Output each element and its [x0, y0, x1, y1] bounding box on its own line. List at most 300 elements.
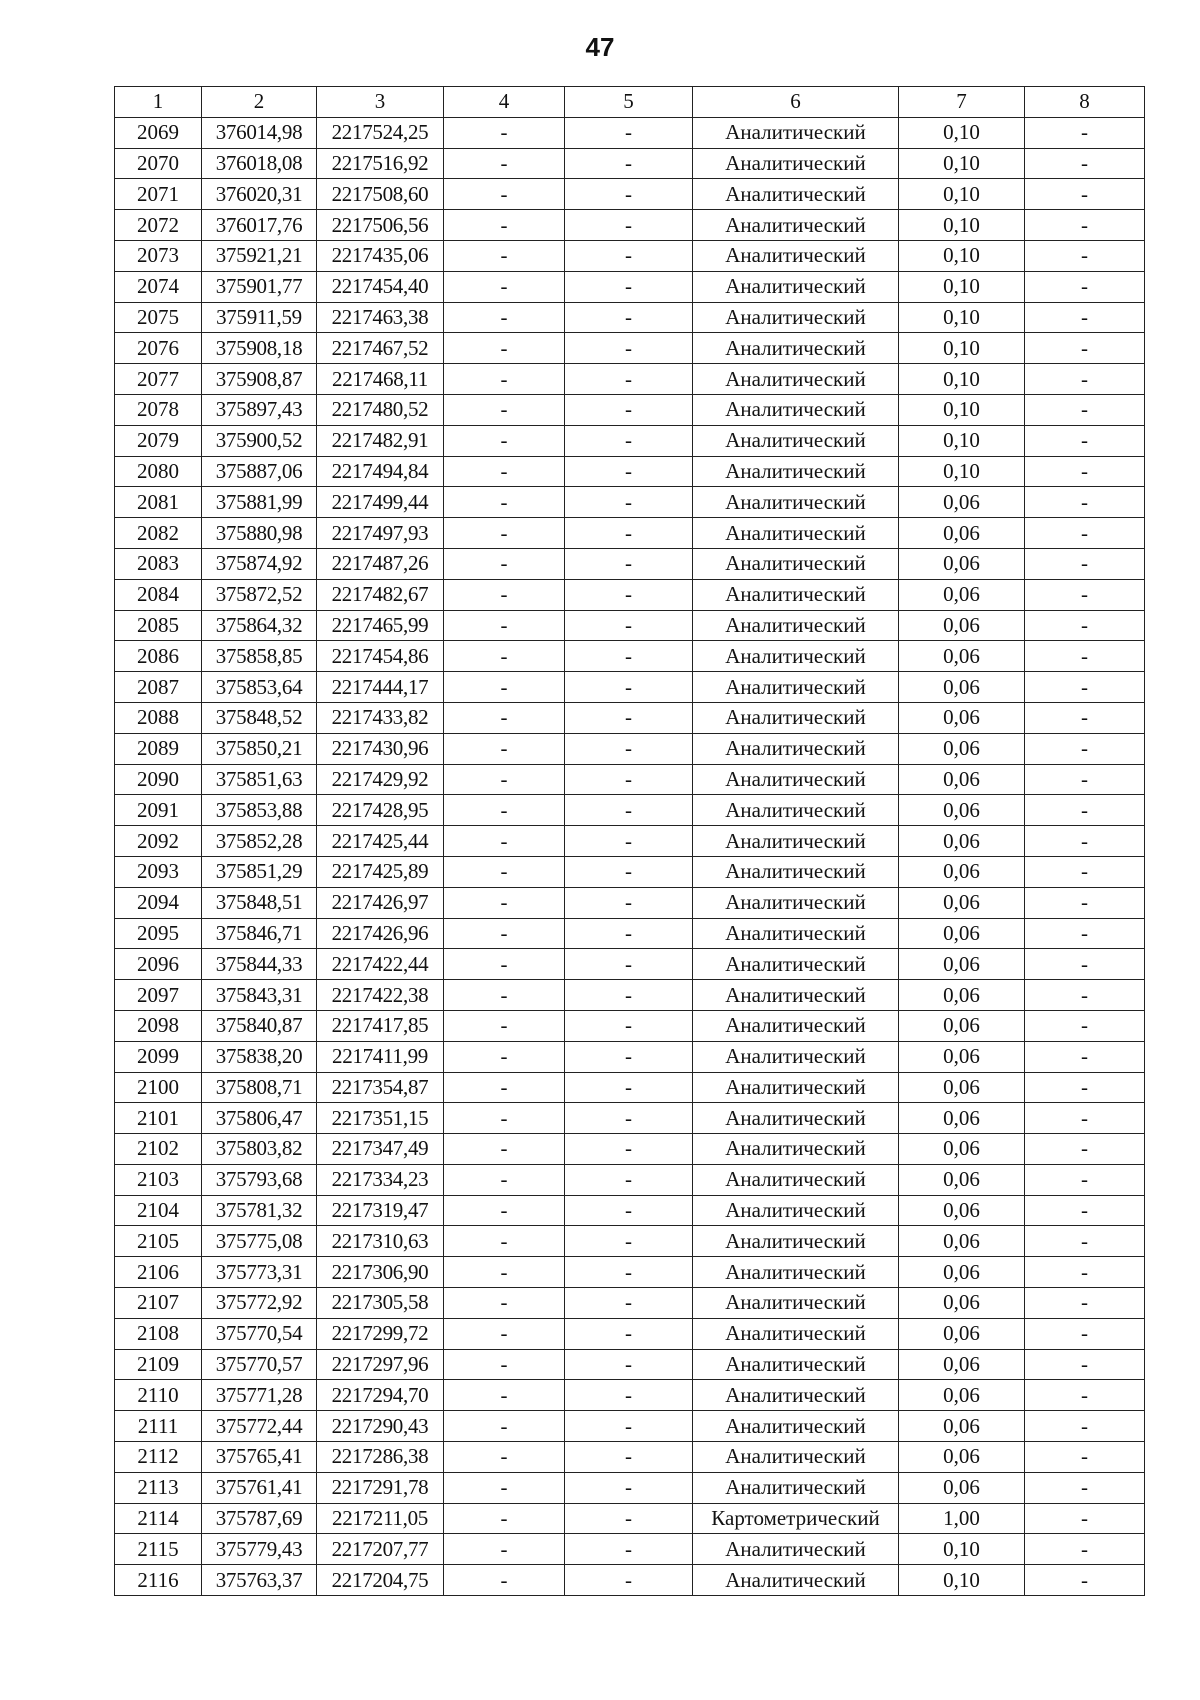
cell-col-5: - [565, 1226, 693, 1257]
cell-method: Аналитический [693, 672, 899, 703]
cell-accuracy: 0,06 [899, 949, 1025, 980]
cell-y-coordinate: 2217294,70 [317, 1380, 444, 1411]
table-row [115, 1072, 1145, 1103]
cell-col-5: - [565, 425, 693, 456]
cell-accuracy: 0,06 [899, 887, 1025, 918]
cell-accuracy: 0,06 [899, 1442, 1025, 1473]
cell-y-coordinate: 2217508,60 [317, 179, 444, 210]
cell-y-coordinate: 2217411,99 [317, 1041, 444, 1072]
cell-accuracy: 0,10 [899, 456, 1025, 487]
column-header-5: 5 [565, 87, 693, 118]
table-row [115, 1349, 1145, 1380]
cell-y-coordinate: 2217454,86 [317, 641, 444, 672]
cell-method: Аналитический [693, 148, 899, 179]
cell-col-4: - [444, 179, 565, 210]
cell-method: Аналитический [693, 949, 899, 980]
cell-point-number: 2075 [115, 302, 202, 333]
cell-method: Аналитический [693, 1010, 899, 1041]
cell-col-5: - [565, 1534, 693, 1565]
cell-accuracy: 0,10 [899, 394, 1025, 425]
cell-col-4: - [444, 1010, 565, 1041]
cell-x-coordinate: 375846,71 [202, 918, 317, 949]
cell-y-coordinate: 2217425,89 [317, 856, 444, 887]
cell-accuracy: 0,06 [899, 826, 1025, 857]
cell-x-coordinate: 375851,63 [202, 764, 317, 795]
cell-col-5: - [565, 394, 693, 425]
cell-col-8: - [1025, 1503, 1145, 1534]
cell-y-coordinate: 2217426,96 [317, 918, 444, 949]
cell-x-coordinate: 375844,33 [202, 949, 317, 980]
cell-y-coordinate: 2217429,92 [317, 764, 444, 795]
cell-method: Аналитический [693, 1318, 899, 1349]
cell-accuracy: 0,06 [899, 518, 1025, 549]
cell-col-5: - [565, 1349, 693, 1380]
table-row [115, 148, 1145, 179]
cell-col-4: - [444, 795, 565, 826]
cell-accuracy: 0,10 [899, 302, 1025, 333]
cell-y-coordinate: 2217297,96 [317, 1349, 444, 1380]
table-row [115, 394, 1145, 425]
cell-col-4: - [444, 1288, 565, 1319]
cell-col-5: - [565, 456, 693, 487]
cell-col-8: - [1025, 1349, 1145, 1380]
cell-accuracy: 0,06 [899, 764, 1025, 795]
cell-point-number: 2096 [115, 949, 202, 980]
cell-accuracy: 0,06 [899, 487, 1025, 518]
cell-method: Аналитический [693, 1349, 899, 1380]
cell-col-5: - [565, 1503, 693, 1534]
cell-accuracy: 0,06 [899, 610, 1025, 641]
cell-x-coordinate: 375921,21 [202, 240, 317, 271]
cell-point-number: 2086 [115, 641, 202, 672]
cell-accuracy: 0,10 [899, 364, 1025, 395]
cell-accuracy: 1,00 [899, 1503, 1025, 1534]
cell-point-number: 2082 [115, 518, 202, 549]
cell-method: Аналитический [693, 456, 899, 487]
cell-method: Аналитический [693, 764, 899, 795]
table-row [115, 1503, 1145, 1534]
cell-point-number: 2104 [115, 1195, 202, 1226]
table-row [115, 1411, 1145, 1442]
cell-accuracy: 0,10 [899, 179, 1025, 210]
cell-col-4: - [444, 1411, 565, 1442]
table-row [115, 949, 1145, 980]
cell-point-number: 2100 [115, 1072, 202, 1103]
cell-x-coordinate: 375848,51 [202, 887, 317, 918]
cell-y-coordinate: 2217454,40 [317, 271, 444, 302]
cell-y-coordinate: 2217319,47 [317, 1195, 444, 1226]
cell-col-5: - [565, 1565, 693, 1596]
cell-x-coordinate: 375864,32 [202, 610, 317, 641]
cell-col-4: - [444, 425, 565, 456]
cell-accuracy: 0,10 [899, 271, 1025, 302]
cell-accuracy: 0,06 [899, 1195, 1025, 1226]
cell-point-number: 2090 [115, 764, 202, 795]
cell-col-5: - [565, 672, 693, 703]
cell-col-4: - [444, 1318, 565, 1349]
cell-method: Аналитический [693, 702, 899, 733]
cell-col-5: - [565, 1164, 693, 1195]
cell-col-4: - [444, 456, 565, 487]
cell-accuracy: 0,10 [899, 210, 1025, 241]
cell-method: Аналитический [693, 1257, 899, 1288]
cell-x-coordinate: 375779,43 [202, 1534, 317, 1565]
cell-col-5: - [565, 210, 693, 241]
cell-col-4: - [444, 764, 565, 795]
cell-method: Аналитический [693, 980, 899, 1011]
table-row [115, 1288, 1145, 1319]
cell-x-coordinate: 375781,32 [202, 1195, 317, 1226]
cell-y-coordinate: 2217467,52 [317, 333, 444, 364]
cell-col-5: - [565, 333, 693, 364]
table-row [115, 764, 1145, 795]
cell-y-coordinate: 2217299,72 [317, 1318, 444, 1349]
cell-point-number: 2074 [115, 271, 202, 302]
cell-col-5: - [565, 148, 693, 179]
cell-x-coordinate: 375908,18 [202, 333, 317, 364]
cell-y-coordinate: 2217482,91 [317, 425, 444, 456]
cell-col-4: - [444, 1442, 565, 1473]
cell-point-number: 2109 [115, 1349, 202, 1380]
cell-point-number: 2114 [115, 1503, 202, 1534]
cell-method: Аналитический [693, 610, 899, 641]
cell-col-8: - [1025, 487, 1145, 518]
table-row [115, 826, 1145, 857]
cell-col-8: - [1025, 918, 1145, 949]
cell-y-coordinate: 2217305,58 [317, 1288, 444, 1319]
cell-x-coordinate: 375908,87 [202, 364, 317, 395]
cell-col-5: - [565, 1257, 693, 1288]
cell-y-coordinate: 2217347,49 [317, 1134, 444, 1165]
cell-method: Аналитический [693, 179, 899, 210]
cell-y-coordinate: 2217499,44 [317, 487, 444, 518]
cell-point-number: 2073 [115, 240, 202, 271]
cell-col-5: - [565, 1288, 693, 1319]
cell-col-8: - [1025, 1534, 1145, 1565]
cell-col-8: - [1025, 364, 1145, 395]
cell-x-coordinate: 375808,71 [202, 1072, 317, 1103]
cell-x-coordinate: 375858,85 [202, 641, 317, 672]
cell-x-coordinate: 375770,54 [202, 1318, 317, 1349]
cell-col-4: - [444, 271, 565, 302]
cell-col-4: - [444, 210, 565, 241]
cell-col-8: - [1025, 856, 1145, 887]
cell-method: Аналитический [693, 1164, 899, 1195]
cell-col-5: - [565, 702, 693, 733]
cell-y-coordinate: 2217286,38 [317, 1442, 444, 1473]
cell-point-number: 2077 [115, 364, 202, 395]
cell-col-5: - [565, 548, 693, 579]
cell-method: Аналитический [693, 1565, 899, 1596]
table-row [115, 579, 1145, 610]
cell-col-5: - [565, 1318, 693, 1349]
cell-x-coordinate: 375850,21 [202, 733, 317, 764]
cell-col-8: - [1025, 271, 1145, 302]
cell-col-4: - [444, 672, 565, 703]
cell-col-8: - [1025, 702, 1145, 733]
cell-col-8: - [1025, 610, 1145, 641]
cell-col-4: - [444, 148, 565, 179]
cell-method: Аналитический [693, 210, 899, 241]
cell-col-4: - [444, 1503, 565, 1534]
cell-method: Аналитический [693, 733, 899, 764]
cell-y-coordinate: 2217426,97 [317, 887, 444, 918]
cell-method: Аналитический [693, 117, 899, 148]
cell-accuracy: 0,06 [899, 733, 1025, 764]
cell-col-8: - [1025, 1318, 1145, 1349]
cell-col-8: - [1025, 394, 1145, 425]
cell-x-coordinate: 375775,08 [202, 1226, 317, 1257]
cell-col-5: - [565, 1411, 693, 1442]
cell-point-number: 2085 [115, 610, 202, 641]
cell-method: Аналитический [693, 333, 899, 364]
cell-x-coordinate: 375763,37 [202, 1565, 317, 1596]
cell-accuracy: 0,06 [899, 1226, 1025, 1257]
cell-col-8: - [1025, 456, 1145, 487]
cell-col-4: - [444, 1103, 565, 1134]
table-row [115, 795, 1145, 826]
cell-col-4: - [444, 918, 565, 949]
cell-y-coordinate: 2217306,90 [317, 1257, 444, 1288]
cell-y-coordinate: 2217516,92 [317, 148, 444, 179]
table-row [115, 1134, 1145, 1165]
cell-col-5: - [565, 1442, 693, 1473]
cell-y-coordinate: 2217354,87 [317, 1072, 444, 1103]
cell-col-4: - [444, 1472, 565, 1503]
cell-point-number: 2105 [115, 1226, 202, 1257]
cell-col-5: - [565, 1010, 693, 1041]
cell-point-number: 2091 [115, 795, 202, 826]
cell-x-coordinate: 375806,47 [202, 1103, 317, 1134]
cell-point-number: 2069 [115, 117, 202, 148]
cell-accuracy: 0,10 [899, 240, 1025, 271]
cell-method: Аналитический [693, 271, 899, 302]
cell-x-coordinate: 375838,20 [202, 1041, 317, 1072]
cell-method: Аналитический [693, 795, 899, 826]
table-row [115, 1164, 1145, 1195]
cell-method: Аналитический [693, 548, 899, 579]
cell-point-number: 2087 [115, 672, 202, 703]
cell-method: Аналитический [693, 1411, 899, 1442]
cell-col-4: - [444, 394, 565, 425]
table-row [115, 733, 1145, 764]
cell-col-8: - [1025, 949, 1145, 980]
cell-accuracy: 0,06 [899, 672, 1025, 703]
cell-y-coordinate: 2217425,44 [317, 826, 444, 857]
table-body [115, 117, 1145, 1595]
cell-accuracy: 0,10 [899, 425, 1025, 456]
cell-x-coordinate: 375911,59 [202, 302, 317, 333]
table-row [115, 1380, 1145, 1411]
column-header-2: 2 [202, 87, 317, 118]
cell-y-coordinate: 2217204,75 [317, 1565, 444, 1596]
cell-col-8: - [1025, 1195, 1145, 1226]
cell-accuracy: 0,06 [899, 1472, 1025, 1503]
cell-y-coordinate: 2217463,38 [317, 302, 444, 333]
cell-col-8: - [1025, 302, 1145, 333]
cell-point-number: 2110 [115, 1380, 202, 1411]
cell-accuracy: 0,06 [899, 548, 1025, 579]
cell-method: Аналитический [693, 240, 899, 271]
cell-point-number: 2083 [115, 548, 202, 579]
cell-x-coordinate: 375887,06 [202, 456, 317, 487]
cell-method: Аналитический [693, 1041, 899, 1072]
cell-col-8: - [1025, 1010, 1145, 1041]
table-header-row [115, 87, 1145, 118]
cell-col-5: - [565, 1134, 693, 1165]
cell-method: Аналитический [693, 1103, 899, 1134]
cell-accuracy: 0,06 [899, 1041, 1025, 1072]
cell-point-number: 2111 [115, 1411, 202, 1442]
cell-accuracy: 0,10 [899, 1534, 1025, 1565]
cell-col-4: - [444, 117, 565, 148]
cell-y-coordinate: 2217428,95 [317, 795, 444, 826]
cell-col-5: - [565, 918, 693, 949]
cell-x-coordinate: 375765,41 [202, 1442, 317, 1473]
cell-accuracy: 0,06 [899, 579, 1025, 610]
cell-x-coordinate: 375761,41 [202, 1472, 317, 1503]
cell-col-5: - [565, 179, 693, 210]
table-row [115, 1257, 1145, 1288]
cell-x-coordinate: 375772,92 [202, 1288, 317, 1319]
cell-col-4: - [444, 733, 565, 764]
cell-x-coordinate: 375874,92 [202, 548, 317, 579]
cell-col-8: - [1025, 117, 1145, 148]
cell-col-4: - [444, 1257, 565, 1288]
column-header-3: 3 [317, 87, 444, 118]
table-row [115, 1103, 1145, 1134]
cell-accuracy: 0,06 [899, 795, 1025, 826]
table-row [115, 1226, 1145, 1257]
cell-x-coordinate: 375771,28 [202, 1380, 317, 1411]
cell-x-coordinate: 375772,44 [202, 1411, 317, 1442]
cell-point-number: 2099 [115, 1041, 202, 1072]
cell-col-5: - [565, 302, 693, 333]
cell-y-coordinate: 2217435,06 [317, 240, 444, 271]
cell-col-8: - [1025, 733, 1145, 764]
cell-col-5: - [565, 949, 693, 980]
cell-y-coordinate: 2217334,23 [317, 1164, 444, 1195]
cell-accuracy: 0,06 [899, 1288, 1025, 1319]
cell-method: Аналитический [693, 487, 899, 518]
cell-point-number: 2072 [115, 210, 202, 241]
table-row [115, 1041, 1145, 1072]
table-row [115, 456, 1145, 487]
table-row [115, 548, 1145, 579]
cell-accuracy: 0,06 [899, 1164, 1025, 1195]
cell-col-4: - [444, 610, 565, 641]
cell-method: Аналитический [693, 364, 899, 395]
cell-point-number: 2088 [115, 702, 202, 733]
cell-accuracy: 0,06 [899, 980, 1025, 1011]
cell-y-coordinate: 2217211,05 [317, 1503, 444, 1534]
cell-accuracy: 0,06 [899, 702, 1025, 733]
cell-x-coordinate: 375900,52 [202, 425, 317, 456]
cell-point-number: 2092 [115, 826, 202, 857]
cell-col-8: - [1025, 1164, 1145, 1195]
cell-y-coordinate: 2217506,56 [317, 210, 444, 241]
cell-point-number: 2070 [115, 148, 202, 179]
cell-method: Аналитический [693, 518, 899, 549]
cell-col-5: - [565, 518, 693, 549]
cell-x-coordinate: 375773,31 [202, 1257, 317, 1288]
cell-col-8: - [1025, 1257, 1145, 1288]
cell-x-coordinate: 376014,98 [202, 117, 317, 148]
cell-point-number: 2071 [115, 179, 202, 210]
column-header-8: 8 [1025, 87, 1145, 118]
cell-accuracy: 0,06 [899, 1072, 1025, 1103]
cell-point-number: 2095 [115, 918, 202, 949]
cell-accuracy: 0,06 [899, 1411, 1025, 1442]
cell-method: Аналитический [693, 579, 899, 610]
cell-method: Аналитический [693, 1134, 899, 1165]
coordinates-table [114, 86, 1145, 1596]
cell-y-coordinate: 2217482,67 [317, 579, 444, 610]
cell-col-4: - [444, 1164, 565, 1195]
table-row [115, 117, 1145, 148]
table-row [115, 518, 1145, 549]
cell-col-8: - [1025, 1103, 1145, 1134]
cell-point-number: 2103 [115, 1164, 202, 1195]
cell-y-coordinate: 2217291,78 [317, 1472, 444, 1503]
cell-col-8: - [1025, 1041, 1145, 1072]
cell-point-number: 2093 [115, 856, 202, 887]
cell-accuracy: 0,06 [899, 1349, 1025, 1380]
cell-accuracy: 0,06 [899, 1380, 1025, 1411]
cell-x-coordinate: 375843,31 [202, 980, 317, 1011]
cell-method: Аналитический [693, 302, 899, 333]
cell-col-5: - [565, 764, 693, 795]
cell-col-4: - [444, 302, 565, 333]
table-row [115, 918, 1145, 949]
cell-accuracy: 0,06 [899, 918, 1025, 949]
cell-col-5: - [565, 1103, 693, 1134]
table-row [115, 240, 1145, 271]
table-row [115, 887, 1145, 918]
table-row [115, 672, 1145, 703]
cell-col-8: - [1025, 672, 1145, 703]
cell-x-coordinate: 375851,29 [202, 856, 317, 887]
table-row [115, 1472, 1145, 1503]
column-header-4: 4 [444, 87, 565, 118]
cell-x-coordinate: 376020,31 [202, 179, 317, 210]
cell-y-coordinate: 2217433,82 [317, 702, 444, 733]
cell-y-coordinate: 2217310,63 [317, 1226, 444, 1257]
table-row [115, 1195, 1145, 1226]
table-row [115, 487, 1145, 518]
cell-col-4: - [444, 518, 565, 549]
cell-col-4: - [444, 887, 565, 918]
cell-method: Аналитический [693, 1288, 899, 1319]
column-header-7: 7 [899, 87, 1025, 118]
cell-col-4: - [444, 702, 565, 733]
cell-accuracy: 0,06 [899, 1134, 1025, 1165]
cell-col-5: - [565, 364, 693, 395]
cell-method: Аналитический [693, 641, 899, 672]
cell-x-coordinate: 375787,69 [202, 1503, 317, 1534]
cell-y-coordinate: 2217417,85 [317, 1010, 444, 1041]
cell-x-coordinate: 376018,08 [202, 148, 317, 179]
cell-col-4: - [444, 579, 565, 610]
cell-col-4: - [444, 364, 565, 395]
cell-method: Аналитический [693, 856, 899, 887]
cell-method: Аналитический [693, 1534, 899, 1565]
cell-point-number: 2116 [115, 1565, 202, 1596]
cell-x-coordinate: 375853,88 [202, 795, 317, 826]
cell-col-5: - [565, 1380, 693, 1411]
cell-col-4: - [444, 1134, 565, 1165]
cell-col-8: - [1025, 764, 1145, 795]
